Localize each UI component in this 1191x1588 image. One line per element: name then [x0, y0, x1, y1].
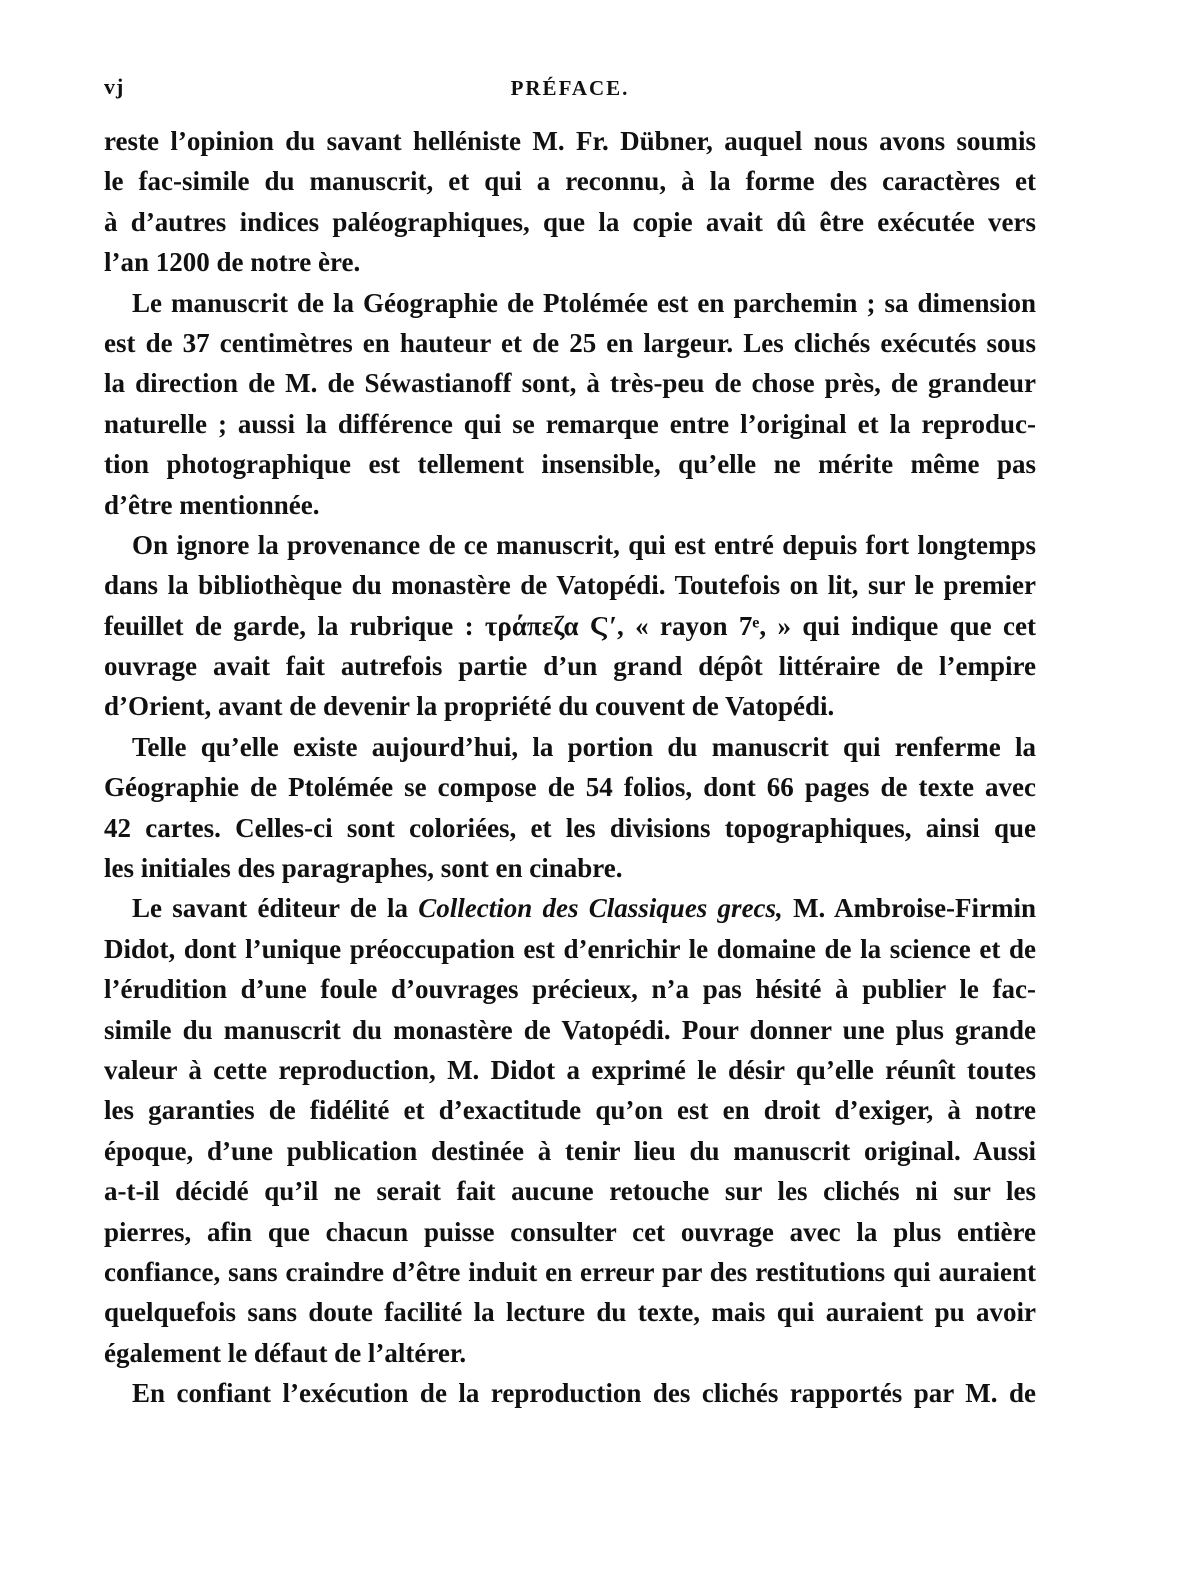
- page-number: vj: [104, 74, 125, 99]
- text-line: feuillet de garde, la rubrique : τράπεζα Ϛ′, « rayon 7ᵉ, » qui indique que cet: [104, 610, 1036, 641]
- text-line: Telle qu’elle existe aujourd’hui, la portion du manuscrit qui renferme la: [132, 731, 1036, 762]
- text-line-mixed: [104, 888, 1036, 928]
- text-line: la direction de M. de Séwastianoff sont, à très-peu de chose près, de grandeur: [104, 368, 1036, 399]
- page-header: [104, 74, 1036, 114]
- text-line: à d’autres indices paléographiques, que la copie avait dû être exécutée vers: [104, 206, 1036, 237]
- text-line: l’an 1200 de notre ère.: [104, 247, 361, 278]
- text-line: reste l’opinion du savant helléniste M. Fr. Dübner, auquel nous avons soumis: [104, 126, 1036, 156]
- text-line: naturelle ; aussi la différence qui se remarque entre l’original et la reproduc-: [104, 408, 1036, 439]
- text-line: a-t-il décidé qu’il ne serait fait aucune retouche sur les clichés ni sur les: [104, 1176, 1036, 1207]
- text-line: Géographie de Ptolémée se compose de 54 folios, dont 66 pages de texte avec: [104, 772, 1036, 803]
- text-line: confiance, sans craindre d’être induit en erreur par des restitutions qui auraient: [104, 1256, 1036, 1287]
- text-line: simile du manuscrit du monastère de Vatopédi. Pour donner une plus grande: [104, 1014, 1036, 1045]
- text-line: d’Orient, avant de devenir la propriété du couvent de Vatopédi.: [104, 691, 835, 722]
- text-line: pierres, afin que chacun puisse consulter cet ouvrage avec la plus entière: [104, 1216, 1036, 1247]
- text-line: est de 37 centimètres en hauteur et de 25 en largeur. Les clichés exécutés sous: [104, 327, 1036, 358]
- text-line: les garanties de fidélité et d’exactitude qu’on est en droit d’exiger, à notre: [104, 1095, 1036, 1126]
- text-line: également le défaut de l’altérer.: [104, 1337, 467, 1368]
- text-line: le fac-simile du manuscrit, et qui a reconnu, à la forme des caractères et: [104, 166, 1036, 197]
- text-segment: Le savant éditeur de la: [132, 893, 409, 924]
- text-line: quelquefois sans doute facilité la lecture du texte, mais qui auraient pu avoir: [104, 1297, 1036, 1328]
- text-line: l’érudition d’une foule d’ouvrages précieux, n’a pas hésité à publier le fac-: [104, 974, 1036, 1005]
- text-line: d’être mentionnée.: [104, 489, 320, 520]
- text-segment: M. Ambroise-Firmin: [793, 893, 1036, 924]
- italic-title: Collection des Classiques grecs,: [418, 893, 783, 924]
- text-line: dans la bibliothèque du monastère de Vatopédi. Toutefois on lit, sur le premier: [104, 570, 1036, 601]
- text-line: époque, d’une publication destinée à tenir lieu du manuscrit original. Aussi: [104, 1135, 1036, 1166]
- text-line: valeur à cette reproduction, M. Didot a exprimé le désir qu’elle réunît toutes: [104, 1054, 1036, 1085]
- text-line: On ignore la provenance de ce manuscrit, qui est entré depuis fort longtemps: [132, 529, 1036, 560]
- text-line: Didot, dont l’unique préoccupation est d’enrichir le domaine de la science et de: [104, 933, 1036, 964]
- text-line: 42 cartes. Celles-ci sont coloriées, et les divisions topographiques, ainsi que: [104, 812, 1036, 843]
- text-line: En confiant l’exécution de la reproduction des clichés rapportés par M. de: [132, 1378, 1036, 1409]
- running-head: PRÉFACE.: [510, 76, 630, 100]
- text-line: les initiales des paragraphes, sont en cinabre.: [104, 853, 623, 884]
- text-line: ouvrage avait fait autrefois partie d’un grand dépôt littéraire de l’empire: [104, 651, 1036, 682]
- text-line: Le manuscrit de la Géographie de Ptolémée est en parchemin ; sa dimension: [132, 287, 1036, 318]
- body-text: [104, 121, 1036, 1414]
- text-line: tion photographique est tellement insensible, qu’elle ne mérite même pas: [104, 449, 1036, 480]
